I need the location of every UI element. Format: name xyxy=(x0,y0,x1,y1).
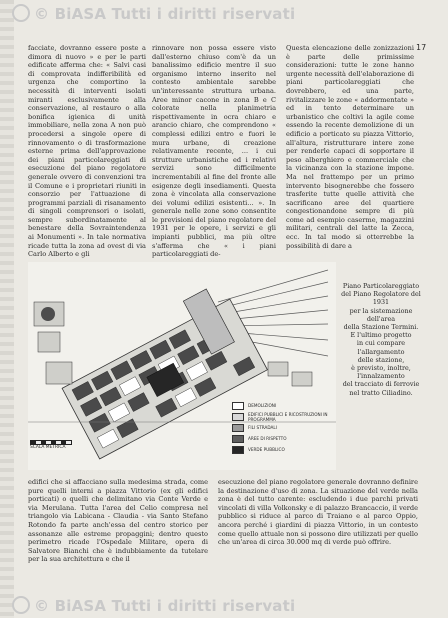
legend-item xyxy=(232,422,336,433)
legend-swatch xyxy=(232,446,244,454)
legend-label: EDIFICI PUBBLICI E RICOSTRUZIONI IN PROGRAMMA xyxy=(248,411,328,422)
caption-line: Piano Particolareggiato xyxy=(342,282,420,290)
page-number: 17 xyxy=(416,43,427,52)
watermark-bottom: © BiASA Tutti i diritti riservati xyxy=(12,596,295,615)
caption-line: della Stazione Termini. xyxy=(343,323,419,332)
text-column-1: facciate, dovranno essere poste a dimora di nuovo » e per le parti edificate afferma che: « Salvi casi di comprovata indifferibilità ed urgenza che comportino la necessità di interventi isolati miranti esclusivamente alla conservazione, al restauro o alla bonifica igienica di unità immobiliare, nella zona A non può procedersi a singole opere di rinnovamento o di trasformazione esterne prima dell'approvazione dei piani particolareggiati di esecuzione del piano regolatore generale ovvero di convenzioni tra il Comune e i proprietari riuniti in consorzio per l'attuazione di programmi parziali di risanamento di singoli comprensori o isolati, sempre subordinatamente al benestare della Sovraintendenza ai Monumenti ». In tale normativa ricade tutta la zona ad ovest di via Carlo Alberto e gli xyxy=(28,44,146,258)
legend-label: VERDE PUBBLICO xyxy=(248,447,285,452)
caption-line: del tracciato di ferrovie xyxy=(342,380,420,389)
map-legend xyxy=(232,400,336,455)
legend-item xyxy=(232,444,336,455)
text-column-3: Questa elencazione delle zonizzazioni è parte delle primissime considerazioni: tutte le zone hanno urgente necessità dell'elaborazione di piani particolareggiati che dovrebbero, ed una parte, rivitalizzare le zone « addormentate » ed in tento determinare un urbanistico che coltivi la agile come essendo la recente demolizione di un edificio a porticato su piazza Vittorio, all'altura, ristrutturare intere zone per renderle capaci di sopportare il peso alberghiero e commerciale che la vicinanza con la stazione impone. Ma nel frattempo per un primo intervento bisognerebbe che fossero trasferite tutte quelle attività che sacrificano aree del quartiere congestionandone sempre di più come ad esempio caserme, magazzini militari, centrali del latte la Zecca, ecc. In tal modo si otterrebbe la possibilità di dare a xyxy=(286,44,414,250)
legend-label: FILI STRADALI xyxy=(248,425,277,430)
caption-line: per la sistemazione xyxy=(349,306,413,315)
bottom-text-column-1: edifici che si affacciano sulla medesima strada, come pure quelli interni a piazza Vittorio (ex gli edifici porticati) o quelli che delimitano via Conte Verde e via Merulana. Tutta l'area del Celio compresa nel triangolo via Labicana - Claudia - via Santo Stefano Rotondo fa parte anch'essa del centro storico per assonanze alle estreme propaggini; dentro questo perimetro ricade l'Ospedale Militare, opera di Salvatore Bianchi che è indubbiamente da tutelare per la sua architettura e che il xyxy=(28,478,208,564)
text-column-2: rinnovare non possa essere visto dall'esterno chiuso com'è da un banalissimo edificio mentre il suo organismo interno inserito nel contesto ambientale sarebbe un'interessante struttura urbana. Aree minor cacone in zona B e C colorate nella planimetria rispettivamente in ocra chiaro e arancio chiaro, che comprendono « complessi edilizi entro e fuori le mura urbane, di creazione relativamente recente, ... i cui strutture urbanistiche ed i relativi servizi sono difficilmente incrementabili al fine del fronte alle esigenze degli insediamenti. Questa zona è vincolata alla conservazione dei volumi edilizi esistenti... ». In generale nelle zone sono consentite le previsioni del piano regolatore del 1931 per le opere, i servizi e gli impianti pubblici, ma più oltre s'afferma che « i piani particolareggiati de- xyxy=(152,44,276,258)
legend-swatch xyxy=(232,424,244,432)
caption-line: E l'ultimo progetto xyxy=(350,331,412,340)
legend-swatch xyxy=(232,402,244,410)
caption-line: in cui compare l'allargamento xyxy=(356,339,406,356)
watermark-seal-icon xyxy=(12,596,30,614)
left-binding-strip xyxy=(0,0,14,618)
map-scale: SCALA METRICA xyxy=(30,440,72,450)
caption-line: è previsto, inoltre, xyxy=(351,364,411,373)
watermark-top: © BiASA Tutti i diritti riservati xyxy=(12,4,295,23)
legend-item xyxy=(232,433,336,444)
legend-label: DEMOLIZIONI xyxy=(248,403,277,408)
figure-caption xyxy=(340,282,422,397)
caption-line: dell'area xyxy=(366,314,396,323)
legend-swatch xyxy=(232,413,244,421)
legend-item xyxy=(232,411,336,422)
caption-line: l'innalzamento xyxy=(357,372,405,381)
caption-line: nel tratto Ciliadino. xyxy=(349,388,413,397)
legend-item xyxy=(232,400,336,411)
legend-label: AREE DI RISPETTO xyxy=(248,436,287,441)
caption-line: delle stazione, xyxy=(357,355,405,364)
watermark-seal-icon xyxy=(12,4,30,22)
legend-swatch xyxy=(232,435,244,443)
bottom-text-column-2: esecuzione del piano regolatore generale dovranno definire la destinazione d'uso di zona. La situazione del verde nella zona è del tutto carente: escludendo i due parchi privati vincolati di villa Volkonsky e di palazzo Brancaccio, il verde pubblico si riduce al parco di Traiano e al parco Oppio, ancora perché i giardini di piazza Vittorio, in un contesto come quello attuale non si possono dire utilizzati per quello che un'area di circa 30.000 mq di verde può offrire. xyxy=(218,478,418,547)
caption-line: del Piano Regolatore del 1931 xyxy=(341,290,421,307)
